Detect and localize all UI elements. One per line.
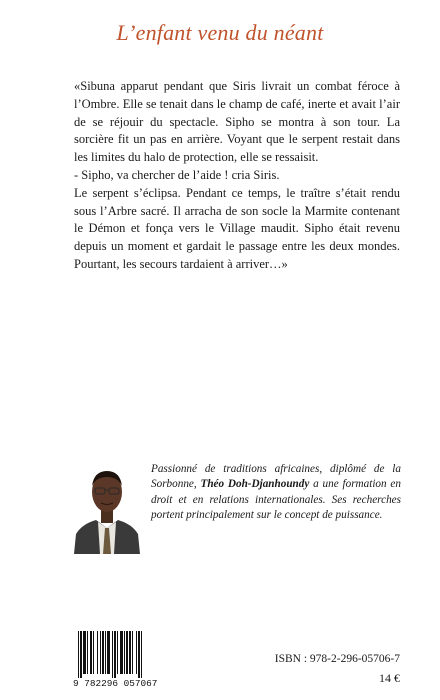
price-label: 14 € [379, 671, 400, 685]
excerpt-paragraph-3: Le serpent s’éclipsa. Pendant ce temps, le traître s’était rendu sous l’Arbre sacré. Il arracha de son socle la Marmite contenant le Démon et fonça vers le Village maudit. Sipho était revenu depuis un moment et gardait le passage entre les deux mondes. Pourtant, les secours tardaient à arriver…» [74, 185, 400, 271]
author-portrait-icon [72, 462, 142, 554]
barcode-digits: 9 782296 057067 [73, 678, 158, 688]
author-photo [72, 462, 142, 554]
author-bio-details: a une formation en droit et en relations internationales. Ses recherches portent principalement sur le concept de puissance. [151, 478, 401, 522]
barcode-icon [72, 630, 188, 688]
author-bio [151, 462, 401, 524]
isbn-number: ISBN : 978-2-296-05706-7 [274, 653, 400, 665]
excerpt-paragraph-2: - Sipho, va chercher de l’aide ! cria Siris. [74, 167, 280, 182]
author-bio-intro: Passionné de traditions africaines, diplômé de la Sorbonne, [151, 463, 401, 491]
excerpt-paragraph-1: «Sibuna apparut pendant que Siris livrait un combat féroce à l’Ombre. Elle se tenait dans le champ de café, inerte et avait l’air de se réjouir du spectacle. Sipho se montra à son tour. La sorcière fit un pas en arrière. Voyant que le serpent restait dans les limites du halo de protection, elle se ressaisit. [74, 79, 400, 165]
back-cover-excerpt [74, 78, 400, 274]
book-title: L’enfant venu du néant [116, 20, 324, 45]
author-name: Théo Doh-Djanhoundy [200, 478, 310, 491]
